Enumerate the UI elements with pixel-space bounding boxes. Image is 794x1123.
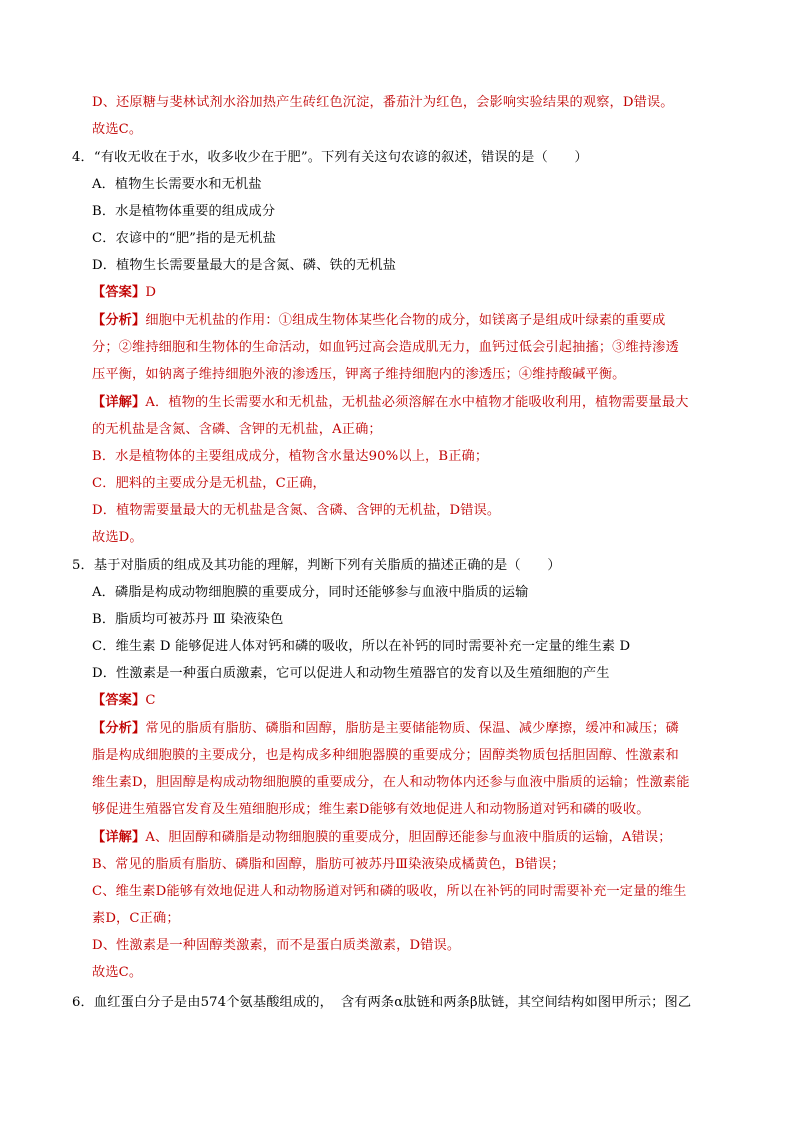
question-4-detail-line-2: 的无机盐是含氮、含磷、含钾的无机盐，A正确； bbox=[92, 422, 382, 437]
question-5-option-b: B．脂质均可被苏丹 Ⅲ 染液染色 bbox=[92, 612, 284, 627]
question-5-conclusion: 故选C。 bbox=[92, 965, 143, 980]
question-4-analysis-line-2: 分；②维持细胞和生物体的生命活动，如血钙过高会造成肌无力，血钙过低会引起抽搐；③维持渗透 bbox=[92, 340, 679, 355]
prev-conclusion: 故选C。 bbox=[92, 122, 143, 137]
answer-value: D bbox=[145, 285, 157, 300]
question-5-answer bbox=[92, 692, 156, 710]
answer-value: C bbox=[145, 693, 156, 708]
prev-option-d-explanation: D、还原糖与斐林试剂水浴加热产生砖红色沉淀，番茄汁为红色，会影响实验结果的观察，D错误。 bbox=[92, 95, 674, 110]
question-4-answer bbox=[92, 284, 156, 302]
answer-tag: 【答案】 bbox=[92, 285, 146, 300]
question-4-number: 4． bbox=[72, 150, 94, 165]
analysis-text: 细胞中无机盐的作用：①组成生物体某些化合物的成分，如镁离子是组成叶绿素的重要成 bbox=[145, 313, 666, 328]
question-5-analysis-line-4: 够促进生殖器官发育及生殖细胞形成；维生素D能够有效地促进人和动物肠道对钙和磷的吸收。 bbox=[92, 802, 650, 817]
question-4-option-a: A．植物生长需要水和无机盐 bbox=[92, 177, 262, 192]
question-5-stem: 基于对脂质的组成及其功能的理解，判断下列有关脂质的描述正确的是（ ） bbox=[93, 558, 561, 573]
question-5-number: 5． bbox=[72, 558, 94, 573]
question-4-stem: “有收无收在于水，收多收少在于肥”。下列有关这句农谚的叙述，错误的是（ ） bbox=[93, 150, 588, 165]
question-6-stem-part-2: 含有两条α肽链和两条β肽链，其空间结构如图甲所示；图乙 bbox=[340, 995, 692, 1010]
question-4-analysis-line-3: 压平衡，如钠离子维持细胞外液的渗透压，钾离子维持细胞内的渗透压；④维持酸碱平衡。 bbox=[92, 367, 626, 382]
question-5-option-a: A．磷脂是构成动物细胞膜的重要成分，同时还能够参与血液中脂质的运输 bbox=[92, 585, 529, 600]
question-5 bbox=[72, 557, 561, 575]
analysis-text: 常见的脂质有脂肪、磷脂和固醇，脂肪是主要储能物质、保温、减少摩擦，缓冲和减压；磷 bbox=[145, 721, 679, 736]
question-5-option-c: C．维生素 D 能够促进人体对钙和磷的吸收，所以在补钙的同时需要补充一定量的维生素 D bbox=[92, 639, 631, 654]
analysis-tag: 【分析】 bbox=[92, 721, 146, 736]
analysis-tag: 【分析】 bbox=[92, 313, 146, 328]
detail-tag: 【详解】 bbox=[92, 395, 146, 410]
question-6-number: 6． bbox=[72, 995, 94, 1010]
question-4-detail-line-5: D．植物需要量最大的无机盐是含氮、含磷、含钾的无机盐，D错误。 bbox=[92, 503, 501, 518]
question-5-detail-line-1 bbox=[92, 829, 672, 847]
question-4-detail-line-3: B．水是植物体的主要组成成分，植物含水量达90%以上，B正确； bbox=[92, 449, 489, 464]
question-5-analysis-line-1 bbox=[92, 720, 679, 738]
detail-text: A．植物的生长需要水和无机盐，无机盐必须溶解在水中植物才能吸收利用，植物需要量最大 bbox=[145, 395, 689, 410]
question-4-option-b: B．水是植物体重要的组成成分 bbox=[92, 204, 276, 219]
question-5-detail-line-5: D、性激素是一种固醇类激素，而不是蛋白质类激素，D错误。 bbox=[92, 938, 461, 953]
question-5-detail-line-4: 素D，C正确； bbox=[92, 911, 180, 926]
question-4-detail-line-1 bbox=[92, 394, 689, 412]
question-4 bbox=[72, 149, 588, 167]
detail-text: A、胆固醇和磷脂是动物细胞膜的重要成分，胆固醇还能参与血液中脂质的运输，A错误； bbox=[145, 830, 672, 845]
question-5-analysis-line-2: 脂是构成细胞膜的主要成分，也是构成多种细胞器膜的重要成分；固醇类物质包括胆固醇、性激素和 bbox=[92, 748, 679, 763]
question-4-option-c: C．农谚中的“肥”指的是无机盐 bbox=[92, 231, 277, 246]
detail-tag: 【详解】 bbox=[92, 830, 146, 845]
question-6-stem-part-1: 血红蛋白分子是由574个氨基酸组成的， bbox=[93, 995, 333, 1010]
answer-tag: 【答案】 bbox=[92, 693, 146, 708]
question-4-detail-line-4: C．肥料的主要成分是无机盐，C正确， bbox=[92, 476, 326, 491]
question-5-analysis-line-3: 维生素D，胆固醇是构成动物细胞膜的重要成分，在人和动物体内还参与血液中脂质的运输；性激素能 bbox=[92, 775, 690, 790]
question-5-option-d: D．性激素是一种蛋白质激素，它可以促进人和动物生殖器官的发育以及生殖细胞的产生 bbox=[92, 666, 610, 681]
question-6 bbox=[72, 994, 691, 1012]
question-4-analysis-line-1 bbox=[92, 312, 666, 330]
question-4-conclusion: 故选D。 bbox=[92, 530, 143, 545]
question-4-option-d: D．植物生长需要量最大的是含氮、磷、铁的无机盐 bbox=[92, 258, 397, 273]
question-5-detail-line-2: B、常见的脂质有脂肪、磷脂和固醇，脂肪可被苏丹Ⅲ染液染成橘黄色，B错误； bbox=[92, 857, 565, 872]
question-5-detail-line-3: C、维生素D能够有效地促进人和动物肠道对钙和磷的吸收，所以在补钙的同时需要补充一定量的维生 bbox=[92, 884, 687, 899]
